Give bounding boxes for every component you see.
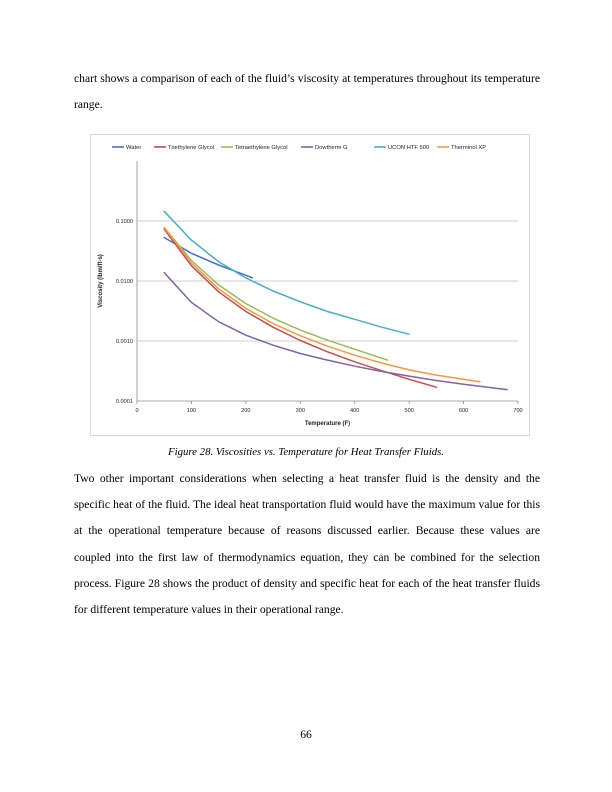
legend-label-water: Water [126, 145, 142, 151]
x-tick-label: 100 [186, 408, 197, 414]
x-tick-label: 500 [404, 408, 414, 414]
series-line-tetraethylene-glycol [164, 228, 387, 361]
series-line-triethylene-glycol [164, 229, 436, 387]
y-tick-label: 0.0001 [115, 399, 133, 405]
y-axis-title: Viscosity (lbm/ft-s) [98, 254, 104, 308]
x-tick-label: 700 [513, 408, 523, 414]
x-tick-label: 0 [135, 408, 139, 414]
x-tick-label: 400 [350, 408, 360, 414]
series-line-dowtherm-g [164, 273, 507, 390]
x-tick-label: 300 [295, 408, 305, 414]
legend-label-ucon-htf-500: UCON HTF 500 [388, 145, 430, 151]
y-tick-label: 0.0010 [115, 339, 133, 345]
viscosity-chart-svg [91, 135, 531, 437]
legend-label-therminol-xp: Therminol XP [451, 145, 487, 151]
x-axis-title: Temperature (F) [304, 421, 351, 427]
legend-label-tetraethylene-glycol: Tetraethylene Glycol [235, 145, 288, 151]
legend-label-triethylene-glycol: Triethylene Glycol [168, 145, 215, 151]
x-tick-label: 600 [458, 408, 469, 414]
x-tick-label: 200 [241, 408, 251, 414]
figure-caption: Figure 28. Viscosities vs. Temperature for Heat Transfer Fluids. [167, 446, 444, 458]
viscosity-chart [90, 134, 530, 436]
y-tick-label: 0.0100 [115, 279, 133, 285]
y-tick-label: 0.1000 [115, 219, 133, 225]
body-paragraph: Two other important considerations when selecting a heat transfer fluid is the density and the specific heat of the fluid. The ideal heat transportation fluid would have the maximum value for this at the operational temperature because of reasons discussed earlier. Because these values are coupled into the first law of thermodynamics equation, they can be combined for the selection process. Figure 28 shows the product of density and specific heat for each of the heat transfer fluids for different temperature values in their operational range. [74, 472, 540, 617]
legend-label-dowtherm-g: Dowtherm G [315, 145, 348, 151]
page-number: 66 [300, 728, 312, 741]
intro-paragraph: chart shows a comparison of each of the fluid’s viscosity at temperatures throughout its temperature range. [74, 72, 540, 112]
